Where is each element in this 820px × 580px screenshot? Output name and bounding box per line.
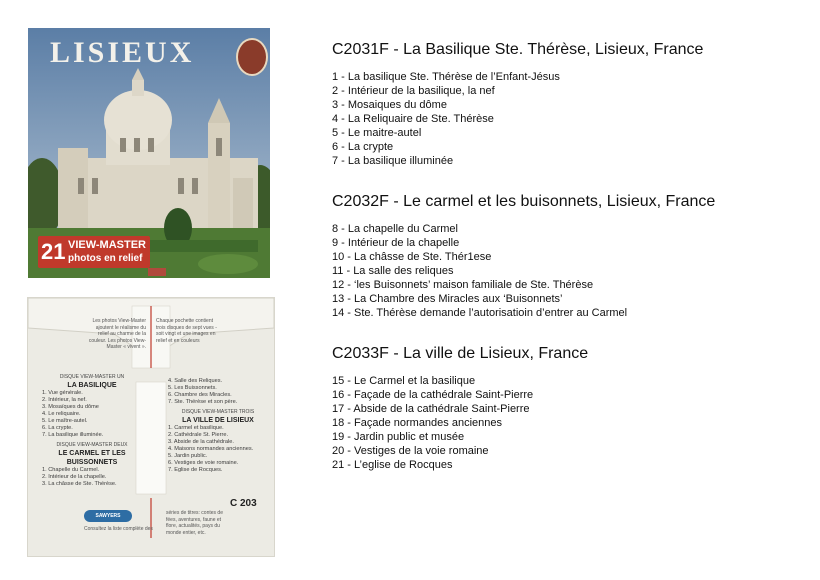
disc3-item: 7. Eglise de Rocques. (168, 467, 223, 473)
back-right-column (168, 378, 268, 474)
badge-brand: VIEW-MASTER (68, 239, 146, 251)
back-cover (28, 298, 274, 556)
reel-item: 17 - Abside de la cathédrale Saint-Pierre (332, 403, 530, 415)
disc2-item: 4. Salle des Reliques. (168, 378, 223, 384)
badge-number: 21 (41, 239, 66, 264)
bottom-left-text: Consultez la liste complète des (84, 526, 153, 532)
reel-section-c2031f (332, 40, 802, 168)
back-left-column (42, 374, 142, 488)
disc3-item: 4. Maisons normandes anciennes. (168, 446, 254, 452)
disc1-title: LA BASILIQUE (67, 382, 117, 389)
intro-left: Les photos View-Master ajoutent le réalisme du relief au charme de la couleur. Les photos View-Master « vivent ». (88, 318, 146, 350)
disc3-title: LA VILLE DE LISIEUX (182, 417, 254, 424)
disc1-item: 6. La crypte. (42, 425, 73, 431)
disc2-item: 3. La châsse de Ste. Thérèse. (42, 481, 117, 487)
front-cover (28, 28, 270, 278)
front-title: LISIEUX (50, 36, 195, 69)
disc1-label: DISQUE VIEW-MASTER UN (59, 374, 125, 380)
disc3-item: 2. Cathédrale St. Pierre. (168, 432, 229, 438)
disc2-item: 1. Chapelle du Carmel. (42, 467, 100, 473)
reel-item: 6 - La crypte (332, 141, 394, 153)
view-master-badge (38, 236, 150, 268)
reel-item: 15 - Le Carmel et la basilique (332, 375, 476, 387)
reel-title: C2031F - La Basilique Ste. Thérèse, Lisieux, France (332, 41, 704, 58)
disc3-item: 3. Abside de la cathédrale. (168, 439, 234, 445)
reel-item: 3 - Mosaiques du dôme (332, 99, 447, 111)
reel-item: 20 - Vestiges de la voie romaine (332, 445, 489, 457)
sawyers-logo: SAWYERS (84, 510, 132, 522)
reel-item: 14 - Ste. Thérèse demande l’autorisatioin d’entrer au Carmel (332, 307, 628, 319)
disc1-item: 5. Le maître-autel. (42, 418, 88, 424)
reel-item: 7 - La basilique illuminée (332, 155, 454, 167)
disc2-label: DISQUE VIEW-MASTER DEUX (56, 442, 128, 448)
disc3-item: 5. Jardin public. (168, 453, 208, 459)
reel-item: 2 - Intérieur de la basilique, la nef (332, 85, 495, 97)
disc1-item: 3. Mosaïques du dôme (42, 404, 99, 410)
reel-section-c2032f (332, 192, 802, 320)
reel-item: 19 - Jardin public et musée (332, 431, 465, 443)
reel-item: 8 - La chapelle du Carmel (332, 223, 458, 235)
intro-right: Chaque pochette contient trois disques de sept vues - soit vingt et une images en relief et en couleurs (156, 318, 217, 344)
disc2-item: 2. Intérieur de la chapelle. (42, 474, 107, 480)
disc1-item: 4. Le reliquaire. (42, 411, 81, 417)
reel-item: 18 - Façade normandes anciennes (332, 417, 502, 429)
badge-subtitle: photos en relief (68, 253, 143, 264)
disc1-item: 7. La basilique illuminée. (42, 432, 104, 438)
saint-portrait-icon (236, 38, 268, 76)
reel-item: 5 - Le maitre-autel (332, 127, 422, 139)
disc1-item: 1. Vue générale. (42, 390, 83, 396)
reel-title: C2032F - Le carmel et les buisonnets, Lisieux, France (332, 193, 716, 210)
reel-item: 16 - Façade de la cathédrale Saint-Pierre (332, 389, 534, 401)
reel-item: 21 - L’eglise de Rocques (332, 459, 453, 471)
disc1-item: 2. Intérieur, la nef. (42, 397, 87, 403)
disc3-item: 1. Carmel et basilique. (168, 425, 224, 431)
disc3-item: 6. Vestiges de voie romaine. (168, 460, 239, 466)
disc2-item: 6. Chambre des Miracles. (168, 392, 232, 398)
reel-item: 12 - ‘les Buisonnets’ maison familiale de Ste. Thérèse (332, 279, 594, 291)
reel-item: 10 - La châsse de Ste. Thér1ese (332, 251, 492, 263)
bottom-right-text: séries de titres: contes de fées, aventures, faune et flore, actualités, pays du monde entier, etc. (166, 510, 223, 536)
disc2-item: 7. Ste. Thérèse et son père. (168, 399, 238, 405)
disc3-label: DISQUE VIEW-MASTER TROIS (181, 409, 255, 415)
reel-item: 9 - Intérieur de la chapelle (332, 237, 460, 249)
reel-title: C2033F - La ville de Lisieux, France (332, 345, 589, 362)
catalog-code: C 203 (230, 498, 257, 509)
reel-item: 1 - La basilique Ste. Thérèse de l’Enfant-Jésus (332, 71, 560, 83)
reel-item: 4 - La Reliquaire de Ste. Thérèse (332, 113, 494, 125)
reel-item: 11 - La salle des reliques (332, 265, 454, 277)
reel-item: 13 - La Chambre des Miracles aux ‘Buisonnets’ (332, 293, 563, 305)
disc2-item: 5. Les Buissonnets. (168, 385, 217, 391)
reel-section-c2033f (332, 344, 802, 472)
disc2-title: LE CARMEL ET LES BUISSONNETS (58, 450, 126, 466)
